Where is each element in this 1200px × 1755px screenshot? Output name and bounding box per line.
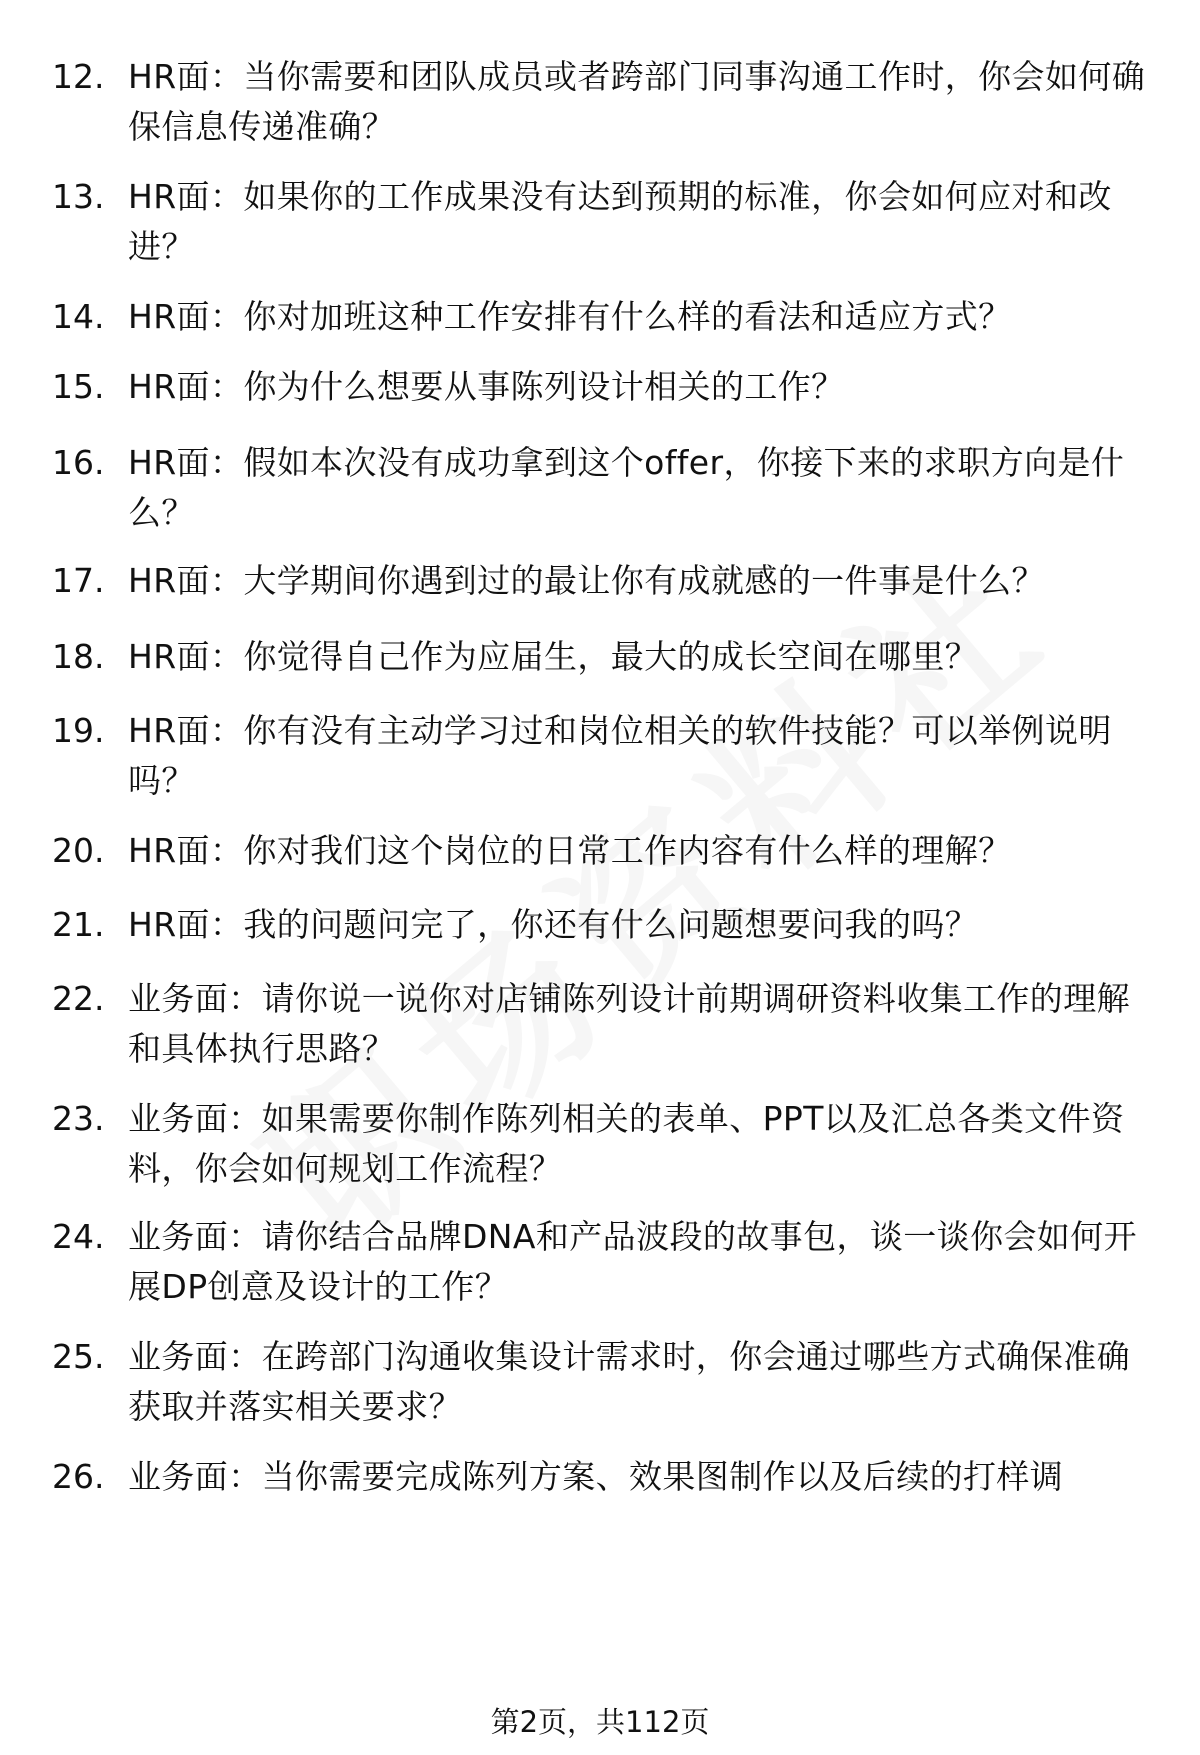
question-number: 15. (52, 367, 105, 406)
question-text: HR面：你对加班这种工作安排有什么样的看法和适应方式？ (128, 297, 1012, 336)
question-number: 17. (52, 561, 105, 600)
page-footer: 第2页，共112页 (490, 1705, 710, 1739)
question-number: 18. (52, 637, 105, 676)
question-number: 26. (52, 1457, 105, 1496)
question-text: HR面：当你需要和团队成员或者跨部门同事沟通工作时，你会如何确保信息传递准确？ (128, 57, 1146, 146)
question-text: HR面：你觉得自己作为应届生，最大的成长空间在哪里？ (128, 637, 979, 676)
question-number: 24. (52, 1217, 105, 1256)
question-number: 19. (52, 711, 105, 750)
question-text: HR面：你对我们这个岗位的日常工作内容有什么样的理解？ (128, 831, 1012, 870)
question-text: HR面：如果你的工作成果没有达到预期的标准，你会如何应对和改进？ (128, 177, 1112, 266)
question-text: 业务面：请你说一说你对店铺陈列设计前期调研资料收集工作的理解和具体执行思路？ (128, 979, 1130, 1068)
question-number: 14. (52, 297, 105, 336)
question-number: 23. (52, 1099, 105, 1138)
question-number: 13. (52, 177, 105, 216)
question-text: 业务面：如果需要你制作陈列相关的表单、PPT以及汇总各类文件资料，你会如何规划工作流程？ (128, 1099, 1125, 1188)
question-text: 业务面：当你需要完成陈列方案、效果图制作以及后续的打样调 (128, 1457, 1064, 1496)
question-text: HR面：我的问题问完了，你还有什么问题想要问我的吗？ (128, 905, 979, 944)
question-text: HR面：假如本次没有成功拿到这个offer，你接下来的求职方向是什么？ (128, 443, 1125, 532)
question-text: HR面：大学期间你遇到过的最让你有成就感的一件事是什么？ (128, 561, 1045, 600)
question-number: 20. (52, 831, 105, 870)
question-number: 21. (52, 905, 105, 944)
question-text: 业务面：在跨部门沟通收集设计需求时，你会通过哪些方式确保准确获取并落实相关要求？ (128, 1337, 1130, 1426)
question-number: 25. (52, 1337, 105, 1376)
question-text: HR面：你为什么想要从事陈列设计相关的工作？ (128, 367, 845, 406)
question-number: 16. (52, 443, 105, 482)
question-number: 22. (52, 979, 105, 1018)
question-text: HR面：你有没有主动学习过和岗位相关的软件技能？可以举例说明吗？ (128, 711, 1112, 800)
question-text: 业务面：请你结合品牌DNA和产品波段的故事包，谈一谈你会如何开展DP创意及设计的工作？ (128, 1217, 1138, 1306)
question-number: 12. (52, 57, 105, 96)
